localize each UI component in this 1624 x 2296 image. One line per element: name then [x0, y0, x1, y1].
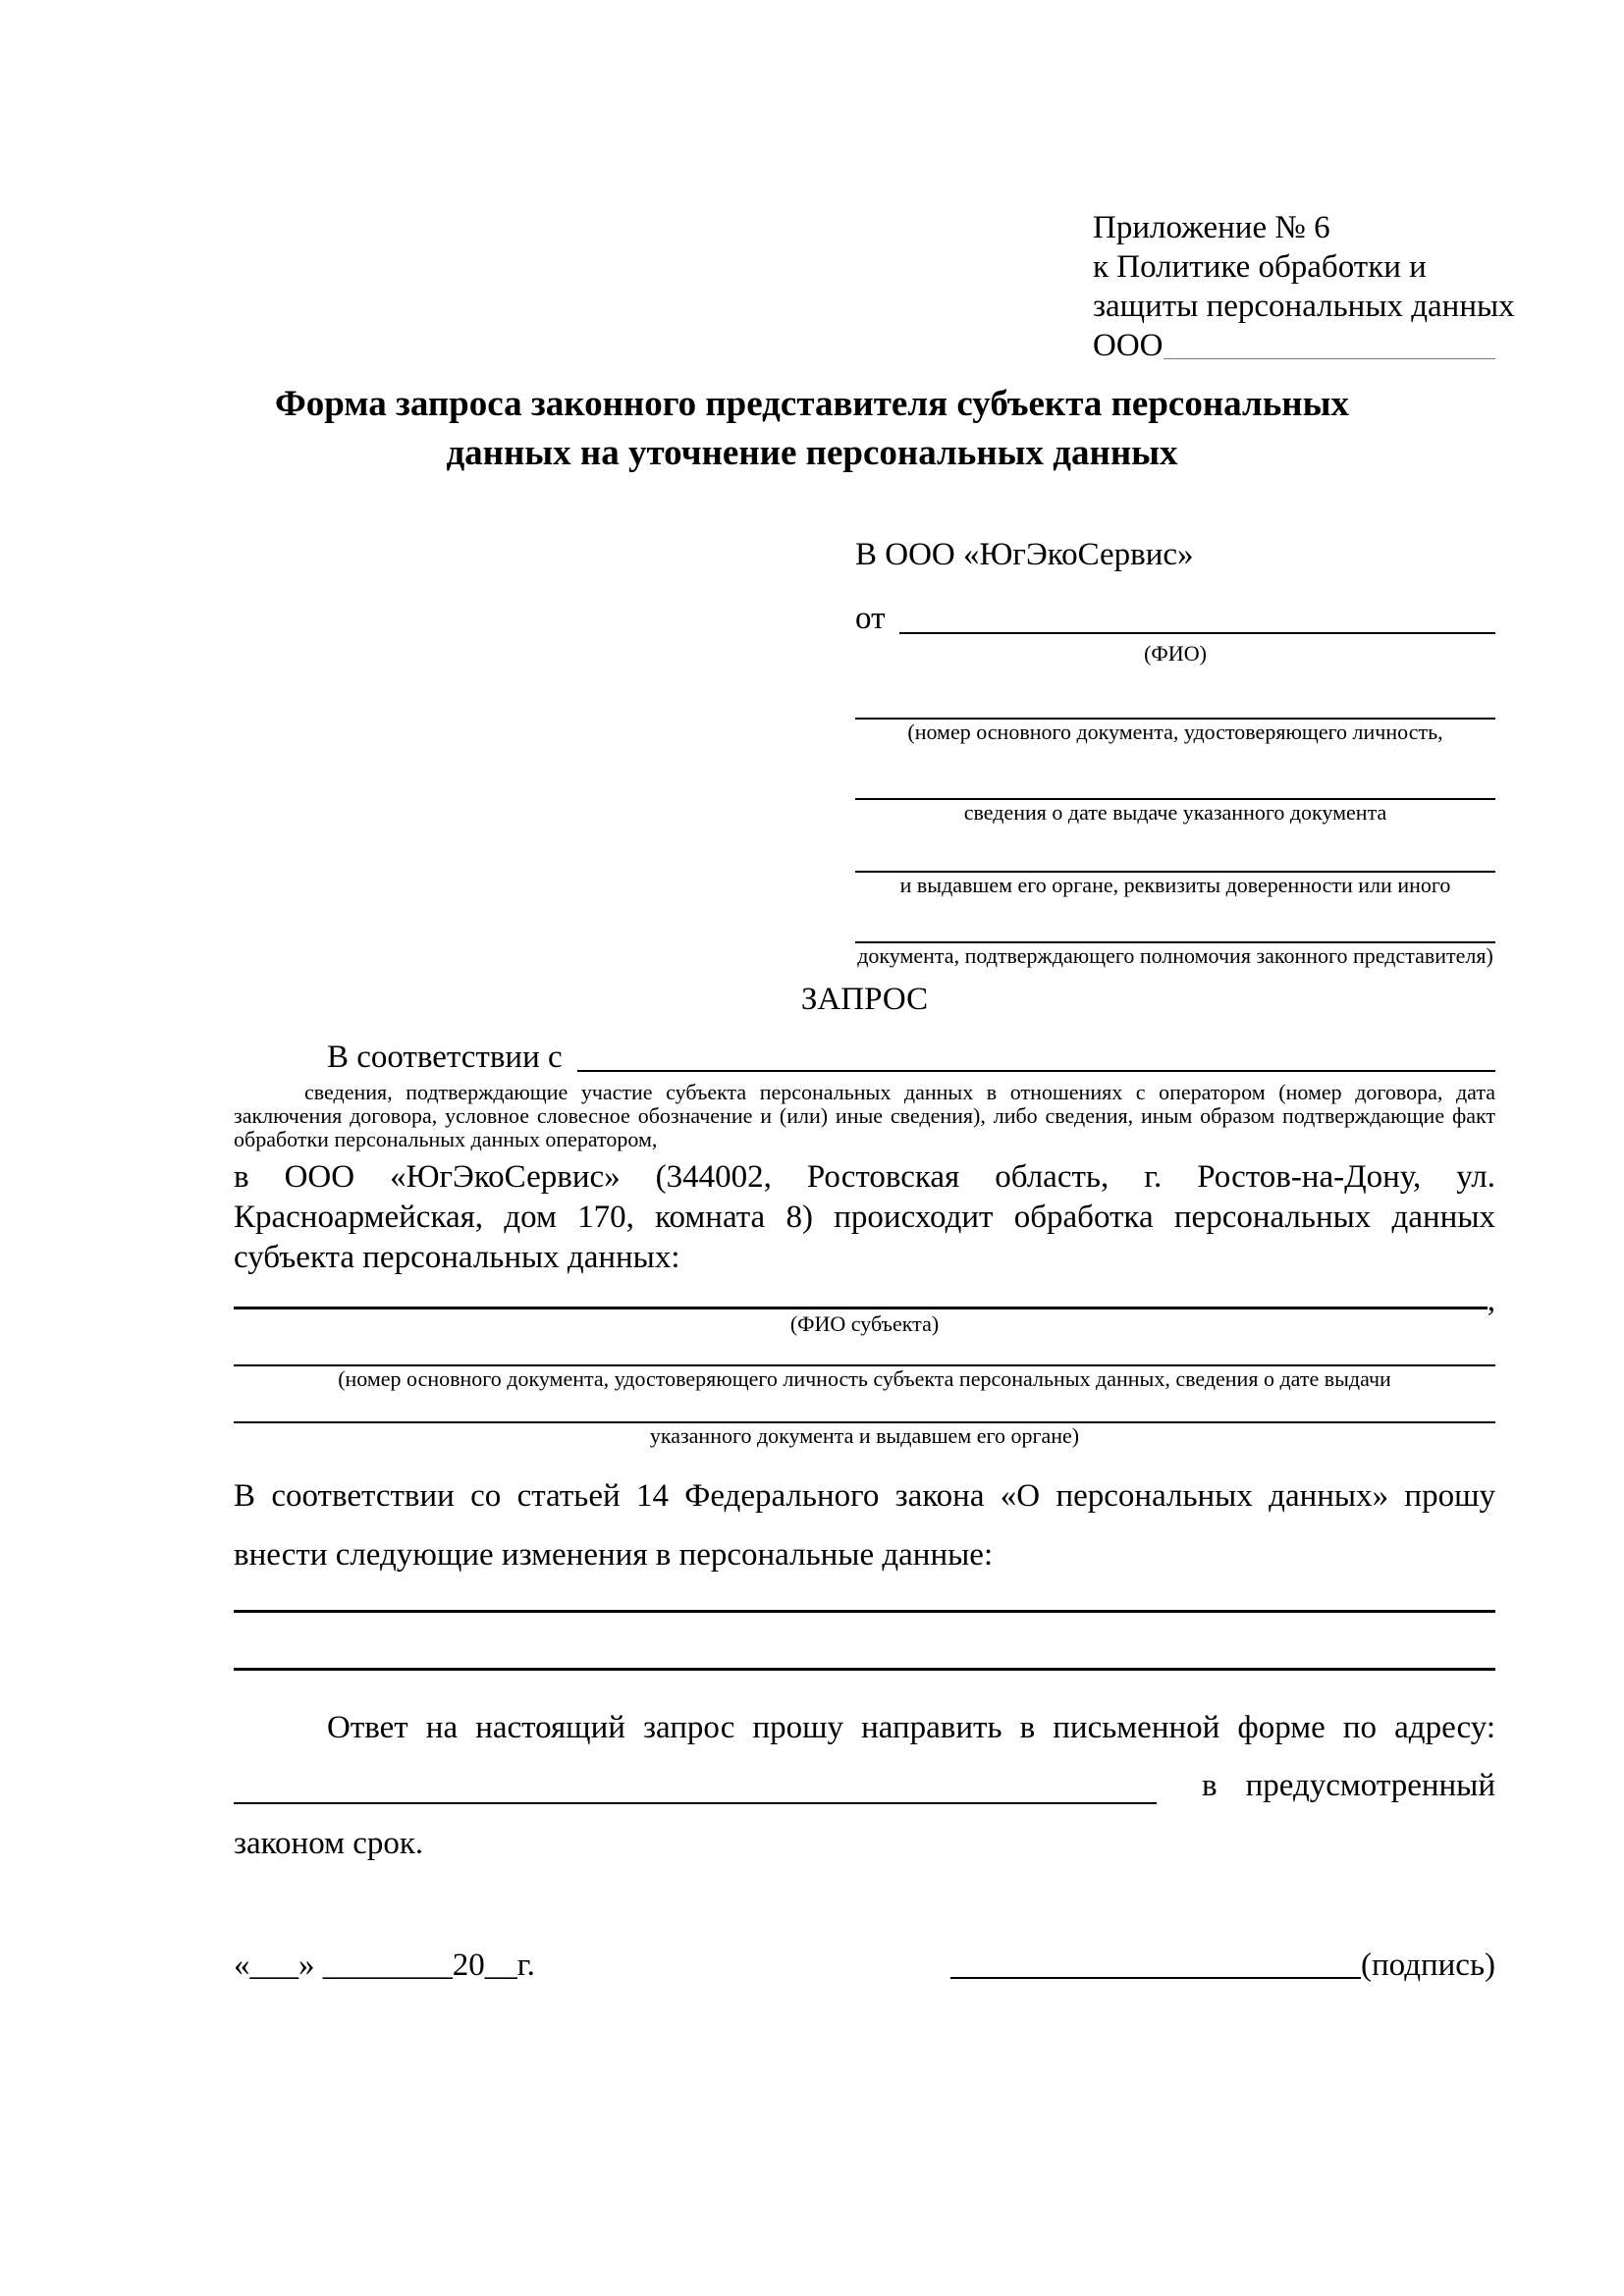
reply-paragraph: Ответ на настоящий запрос прошу направить в письменной форме по адресу: [327, 1710, 1495, 1745]
subject-doc-caption: указанного документа и выдавшем его органе) [649, 1423, 1080, 1448]
reply-address-row [234, 1757, 1495, 1814]
signature-caption: (подпись) [1361, 1948, 1495, 1983]
operator-paragraph-line: Красноармейская, дом 170, комната 8) происходит обработка персональных данных [234, 1200, 1495, 1235]
company-prefix: ООО [1093, 328, 1164, 363]
subject-fio-blank-line [234, 1307, 1488, 1309]
representative-doc-caption: и выдавшем его органе, реквизиты доверенности или иного [899, 873, 1451, 897]
addressee-block [855, 535, 1495, 969]
subject-fio-caption: (ФИО субъекта) [789, 1311, 940, 1336]
form-title-line: данных на уточнение персональных данных [446, 433, 1178, 473]
subject-doc-caption: (номер основного документа, удостоверяющего личность субъекта персональных данных, сведения о дате выдачи [338, 1366, 1391, 1391]
reply-word-term: предусмотренный [1245, 1768, 1495, 1803]
company-blank-line [1164, 326, 1496, 359]
operator-paragraph [234, 1157, 1495, 1278]
address-blank-line [234, 1802, 1157, 1804]
intro-caption-line: заключения договора, условное словесное обозначение и (или) иные сведения), либо сведения, иным образом подтверждающие факт [234, 1103, 1495, 1128]
law-paragraph-line: В соответствии со статьей 14 Федерального закона «О персональных данных» прошу [234, 1478, 1495, 1514]
representative-doc-caption: сведения о дате выдаче указанного документа [963, 800, 1387, 825]
form-title-line: Форма запроса законного представителя субъекта персональных [274, 384, 1349, 424]
subject-comma: , [1487, 1283, 1495, 1318]
fio-blank-line [899, 596, 1496, 634]
signature-blank-line [950, 1977, 1361, 1979]
operator-paragraph-line: субъекта персональных данных: [234, 1240, 680, 1275]
annex-line: защиты персональных данных [1093, 289, 1515, 324]
annex-note [1093, 208, 1515, 365]
intro-prefix: В соответствии с [327, 1040, 563, 1075]
operator-paragraph-line: в ООО «ЮгЭкоСервис» (344002, Ростовская область, г. Ростов-на-Дону, ул. [234, 1159, 1495, 1195]
signature-row [234, 1946, 1495, 1985]
request-heading: ЗАПРОС [800, 982, 929, 1017]
form-title [129, 380, 1495, 478]
addressee-organization: В ООО «ЮгЭкоСервис» [855, 537, 1194, 572]
date-placeholder: «___» ________20__г. [234, 1948, 535, 1983]
representative-doc-caption: документа, подтверждающего полномочия законного представителя) [857, 943, 1493, 968]
representative-doc-caption: (номер основного документа, удостоверяющего личность, [907, 720, 1443, 744]
intro-row [234, 1036, 1495, 1079]
reply-tail: законом срок. [234, 1826, 424, 1861]
reply-word-in: в [1202, 1768, 1218, 1803]
law-paragraph [234, 1467, 1495, 1584]
annex-line: к Политике обработки и [1093, 249, 1427, 285]
intro-blank-line [577, 1036, 1495, 1072]
intro-caption-line: обработки персональных данных оператором, [234, 1127, 658, 1151]
from-row [855, 596, 1495, 641]
fio-caption: (ФИО) [1144, 641, 1207, 666]
company-name-row [1093, 326, 1495, 365]
changes-blank-line [234, 1668, 1495, 1671]
from-label: от [855, 601, 886, 636]
intro-caption [234, 1081, 1495, 1151]
law-paragraph-line: внести следующие изменения в персональные данные: [234, 1537, 994, 1573]
subject-fio-row [234, 1283, 1495, 1318]
annex-line: Приложение № 6 [1093, 210, 1330, 245]
intro-caption-line: сведения, подтверждающие участие субъекта персональных данных в отношениях с оператором (номер договора, дата [304, 1080, 1495, 1104]
changes-blank-line [234, 1610, 1495, 1613]
